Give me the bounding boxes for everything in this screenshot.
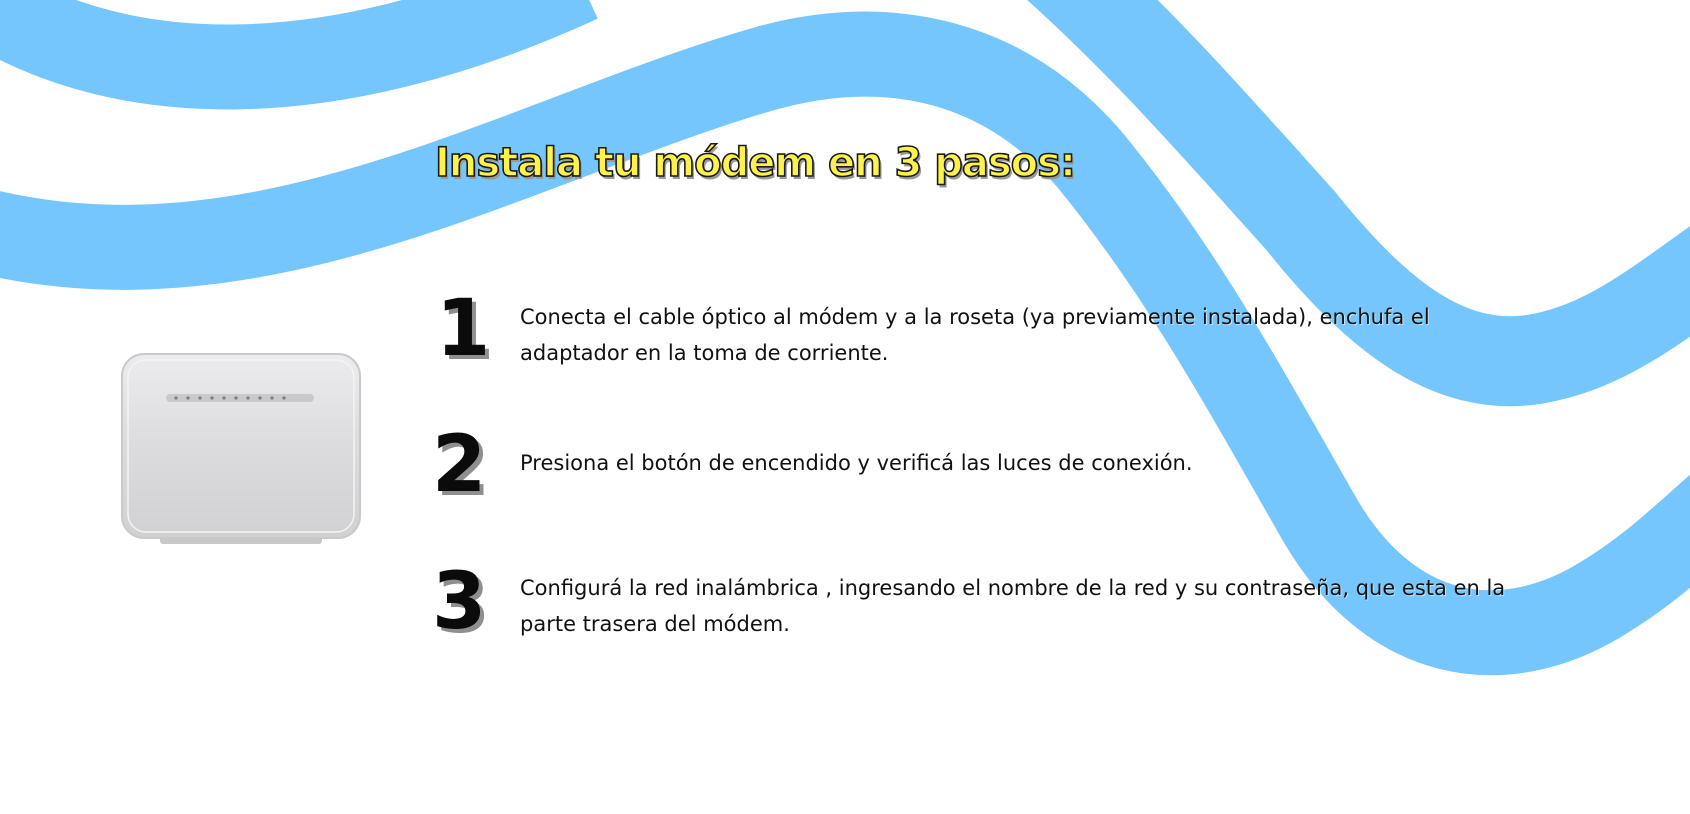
step-1-number: 1 — [436, 284, 491, 374]
modem-router-image — [118, 350, 364, 550]
wave-band-top — [0, 0, 580, 67]
step-3-number: 3 — [432, 557, 487, 647]
step-1-text: Conecta el cable óptico al módem y a la roseta (ya previamente instalada), enchufa el adaptador en la toma de corriente. — [520, 305, 1430, 365]
step-3-text: Configurá la red inalámbrica , ingresando el nombre de la red y su contraseña, que esta en la parte trasera del módem. — [520, 576, 1506, 636]
page-title: Instala tu módem en 3 pasos: — [435, 140, 1075, 186]
step-2-number: 2 — [432, 420, 487, 510]
step-2-text: Presiona el botón de encendido y verificá las luces de conexión. — [520, 451, 1193, 475]
